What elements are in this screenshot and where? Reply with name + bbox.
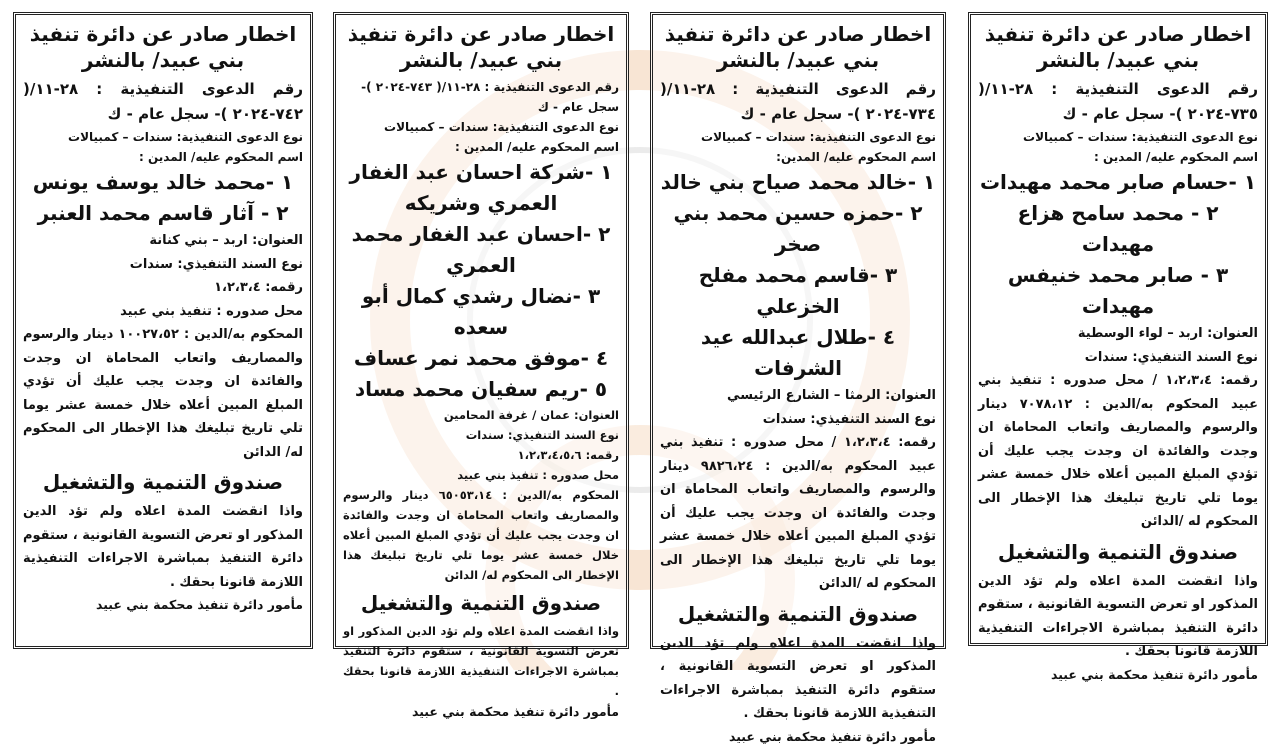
notice-text: واذا انقضت المدة اعلاه ولم تؤد الدين المذكور او تعرض التسوية القانونية ، ستقوم دائرة التنفيذ بمباشرة الاجراءات التنفيذية اللازمة قانونا بحقك . (343, 624, 619, 698)
notice-text: نوع السند التنفيذي: سندات (762, 411, 936, 427)
notice-742 (13, 12, 313, 649)
debtor-name: ٢ - آثار قاسم محمد العنبر (37, 201, 289, 225)
debtor-name: ٣ -نضال رشدي كمال أبو سعده (361, 284, 601, 339)
notice-title: اخطار صادر عن دائرة تنفيذ بني عبيد/ بالنشر (984, 22, 1252, 72)
notice-text: العنوان: الرمثا – الشارع الرئيسي (727, 388, 936, 403)
notice-text: نوع السند التنفيذي: سندات (465, 428, 619, 442)
notice-text: واذا انقضت المدة اعلاه ولم تؤد الدين المذكور او تعرض التسوية القانونية ، ستقوم دائرة التنفيذ بمباشرة الاجراءات التنفيذية اللازمة قانونا بحقك . (660, 635, 936, 721)
debtor-name: ٣ - صابر محمد خنيفس مهيدات (1007, 263, 1229, 318)
notice-text: نوع السند التنفيذي: سندات (1084, 349, 1258, 365)
debtor-name: ٥ -ريم سفيان محمد مساد (354, 377, 608, 401)
case-number: رقم الدعوى التنفيذية : ٢٨-١١/( ٧٣٥-٢٠٢٤ )- سجل عام - ك (978, 80, 1258, 123)
signature: مأمور دائرة تنفيذ محكمة بني عبيد (728, 728, 936, 744)
notice-text: نوع السند التنفيذي: سندات (129, 256, 303, 272)
notice-field: نوع الدعوى التنفيذية: سندات – كمبيالات (68, 130, 303, 144)
creditor-name: صندوق التنمية والتشغيل (360, 591, 602, 615)
notice-field: اسم المحكوم عليه/ المدين : (1094, 150, 1258, 164)
notice-text: رقمه: ١،٢،٣،٤ / محل صدوره : تنفيذ بني عبيد المحكوم به/الدين : ٧٠٧٨،١٢ دينار والرسوم والمصاريف واتعاب المحاماة ان وجدت والفائدة ان وجدت يجب عليك أن تؤدي المبلغ المبين أعلاه خلال خمسة عشر يوما تلي تاريخ تبليغك هذا الإخطار الى المحكوم له /الدائن (978, 373, 1258, 529)
signature: مأمور دائرة تنفيذ محكمة بني عبيد (1050, 666, 1258, 682)
notice-text: العنوان: عمان / غرفة المحامين (443, 408, 619, 422)
case-number: رقم الدعوى التنفيذية : ٢٨-١١/( ٧٤٢-٢٠٢٤ )- سجل عام - ك (23, 80, 303, 123)
notice-text: رقمه: ١،٢،٣،٤ / محل صدوره : تنفيذ بني عبيد المحكوم به/الدين : ٩٨٢٦،٢٤ دينار والرسوم والمصاريف واتعاب المحاماة ان وجدت والفائدة ان وجدت يجب عليك أن تؤدي المبلغ المبين أعلاه خلال خمسة عشر يوما تلي تاريخ تبليغك هذا الإخطار الى المحكوم له /الدائن (660, 435, 936, 591)
signature: مأمور دائرة تنفيذ محكمة بني عبيد (411, 704, 619, 719)
debtor-name: ١ -حسام صابر محمد مهيدات (979, 170, 1257, 194)
debtor-name: ٤ -طلال عبدالله عيد الشرفات (700, 325, 896, 380)
debtor-name: ٢ -حمزه حسين محمد بني صخر (673, 201, 923, 256)
notice-743 (333, 12, 629, 719)
notice-text: العنوان: اربد – بني كنانة (149, 233, 303, 248)
debtor-name: ١ -خالد محمد صياح بني خالد (660, 170, 936, 194)
notice-text: رقمه: ١،٢،٣،٤،٥،٦ (517, 448, 619, 462)
case-number: رقم الدعوى التنفيذية : ٢٨-١١/( ٧٣٤-٢٠٢٤ )- سجل عام - ك (660, 80, 936, 123)
creditor-name: صندوق التنمية والتشغيل (42, 470, 284, 494)
notice-735 (968, 12, 1268, 682)
notice-text: واذا انقضت المدة اعلاه ولم تؤد الدين المذكور او تعرض التسوية القانونية ، ستقوم دائرة التنفيذ بمباشرة الاجراءات التنفيذية اللازمة قانونا بحقك . (978, 573, 1258, 659)
notice-field: اسم المحكوم عليه/ المدين: (776, 150, 936, 164)
notice-text: محل صدوره : تنفيذ بني عبيد (120, 303, 303, 319)
notice-text: المحكوم به/الدين : ١٠٠٢٧،٥٢ دينار والرسوم والمصاريف واتعاب المحاماة ان وجدت والفائدة ان وجدت يجب عليك أن تؤدي المبلغ المبين أعلاه خلال خمسة عشر يوما تلي تاريخ تبليغك هذا الإخطار الى المحكوم له/ الدائن (23, 327, 303, 460)
debtor-name: ٣ -قاسم محمد مفلح الخزعلي (698, 263, 898, 318)
debtor-name: ١ -شركة احسان عبد الغفار العمري وشريكه (349, 160, 613, 215)
notice-field: نوع الدعوى التنفيذية: سندات – كمبيالات (384, 120, 619, 134)
notice-field: نوع الدعوى التنفيذية: سندات – كمبيالات (1023, 130, 1258, 144)
debtor-name: ١ -محمد خالد يوسف يونس (32, 170, 294, 194)
notice-text: المحكوم به/الدين : ٦٥٠٥٣،١٤ دينار والرسوم والمصاريف واتعاب المحاماة ان وجدت والفائدة ان وجدت يجب عليك أن تؤدي المبلغ المبين أعلاه خلال خمسة عشر يوما تلي تاريخ تبليغك هذا الإخطار الى المحكوم له/ الدائن (343, 488, 619, 582)
debtor-name: ٢ -احسان عبد الغفار محمد العمري (351, 222, 611, 277)
notice-text: رقمه: ١،٢،٣،٤ (214, 280, 303, 295)
creditor-name: صندوق التنمية والتشغيل (677, 601, 919, 626)
notice-title: اخطار صادر عن دائرة تنفيذ بني عبيد/ بالنشر (29, 22, 297, 72)
notice-field: نوع الدعوى التنفيذية: سندات – كمبيالات (701, 130, 936, 144)
debtor-name: ٤ -موفق محمد نمر عساف (353, 346, 609, 370)
notice-text: العنوان: اربد – لواء الوسطية (1077, 326, 1258, 341)
debtor-name: ٢ - محمد سامح هزاع مهيدات (1017, 201, 1219, 256)
notice-title: اخطار صادر عن دائرة تنفيذ بني عبيد/ بالنشر (347, 22, 615, 72)
notice-text: واذا انقضت المدة اعلاه ولم تؤد الدين المذكور او تعرض التسوية القانونية ، ستقوم دائرة التنفيذ بمباشرة الاجراءات التنفيذية اللازمة قانونا بحقك . (23, 504, 303, 590)
signature: مأمور دائرة تنفيذ محكمة بني عبيد (95, 597, 303, 612)
notice-734 (650, 12, 946, 744)
creditor-name: صندوق التنمية والتشغيل (997, 539, 1239, 564)
notice-text: محل صدوره : تنفيذ بني عبيد (457, 468, 619, 482)
notice-field: رقم الدعوى التنفيذية : ٢٨-١١/( ٧٤٣-٢٠٢٤ )- سجل عام - ك (361, 80, 619, 114)
notice-field: اسم المحكوم عليه/ المدين : (139, 150, 303, 164)
notice-title: اخطار صادر عن دائرة تنفيذ بني عبيد/ بالنشر (664, 22, 932, 72)
notice-field: اسم المحكوم عليه/ المدين : (455, 140, 619, 154)
